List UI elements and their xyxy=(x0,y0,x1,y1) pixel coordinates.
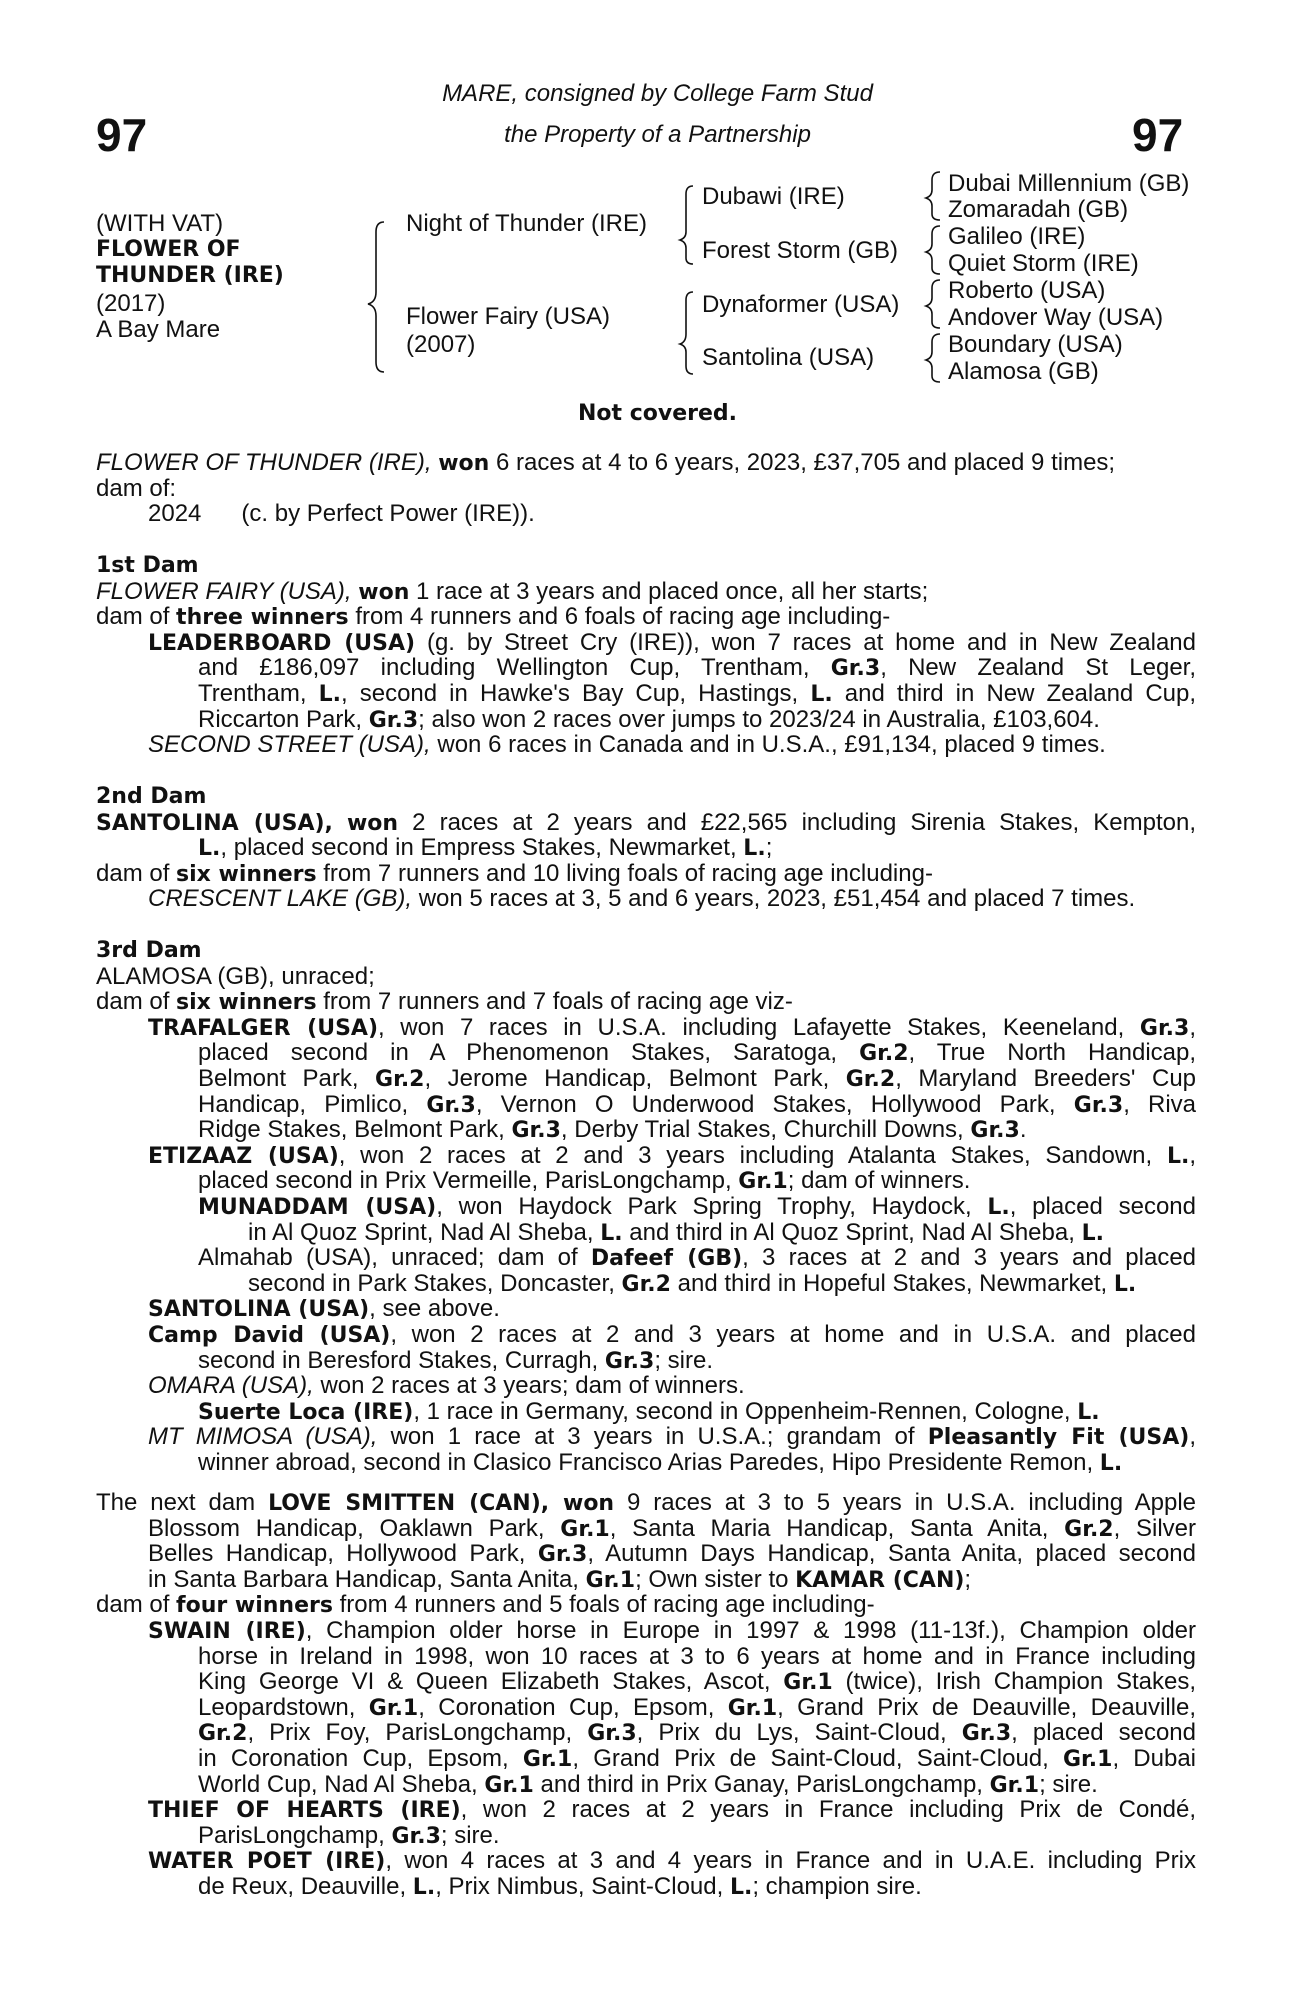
dss: Roberto (USA) xyxy=(948,277,1106,304)
horse-name-line1: FLOWER OF xyxy=(96,237,241,262)
horse-name-line2: THUNDER (IRE) xyxy=(96,263,284,288)
horse-year: (2017) xyxy=(96,290,166,317)
vat-note: (WITH VAT) xyxy=(96,210,224,237)
first-dam-section: 1st Dam FLOWER FAIRY (USA), won 1 race at 3 years and placed once, all her starts; dam of three winners from 4 runners and 6 foals of racing age including- LEADERBOARD (USA) (g. by Street Cry (IRE)), won 7 races at home and in New Zealand and £186,097 including Wellington Cup, Trentham, Gr.3, New Zealand St Leger, Trentham, L., second in Hawke's Bay Cup, Hastings, L. and third in New Zealand Cup, Riccarton Park, Gr.3; also won 2 races over jumps to 2023/24 in Australia, £103,604. SECOND STREET (USA), won 6 races in Canada and in U.S.A., £91,134, placed 9 times. xyxy=(96,553,1197,759)
ssd: Zomaradah (GB) xyxy=(948,196,1129,223)
sds: Galileo (IRE) xyxy=(948,223,1086,250)
lot-number-right: 97 xyxy=(1132,109,1184,161)
dsd: Andover Way (USA) xyxy=(948,304,1164,331)
first-dam-title: 1st Dam xyxy=(96,553,199,578)
sire-dam: Forest Storm (GB) xyxy=(702,237,899,264)
ddd: Alamosa (GB) xyxy=(948,358,1099,385)
horse-description: A Bay Mare xyxy=(96,316,221,343)
dam-sire: Dynaformer (USA) xyxy=(702,291,900,318)
lot-number-left: 97 xyxy=(96,109,148,161)
covered-status: Not covered. xyxy=(578,401,737,426)
dam-name: Flower Fairy (USA) xyxy=(406,303,611,330)
consignor-line: MARE, consigned by College Farm Stud xyxy=(442,80,873,107)
sss: Dubai Millennium (GB) xyxy=(948,170,1190,197)
third-dam-section: 3rd Dam ALAMOSA (GB), unraced; dam of six winners from 7 runners and 7 foals of racing age viz- TRAFALGER (USA), won 7 races in U.S.A. including Lafayette Stakes, Keeneland, Gr.3, placed second in A Phenomenon Stakes, Saratoga, Gr.2, True North Handicap, Belmont Park, Gr.2, Jerome Handicap, Belmont Park, Gr.2, Maryland Breeders' Cup Handicap, Pimlico, Gr.3, Vernon O Underwood Stakes, Hollywood Park, Gr.3, Riva Ridge Stakes, Belmont Park, Gr.3, Derby Trial Stakes, Churchill Downs, Gr.3. ETIZAAZ (USA), won 2 races at 2 and 3 years including Atalanta Stakes, Sandown, L., placed second in Prix Vermeille, ParisLongchamp, Gr.1; dam of winners. MUNADDAM (USA), won Haydock Park Spring Trophy, Haydock, L., placed second in Al Quoz Sprint, Nad Al Sheba, L. and third in Al Quoz Sprint, Nad Al Sheba, L. Almahab (USA), unraced; dam of Dafeef (GB), 3 races at 2 and 3 years and placed second in Park Stakes, Doncaster, Gr.2 and third in Hopeful Stakes, Newmarket, L. SANTOLINA (USA), see above. Camp David (USA), won 2 races at 2 and 3 years at home and in U.S.A. and placed second in Beresford Stakes, Curragh, Gr.3; sire. OMARA (USA), won 2 races at 3 years; dam of winners. Suerte Loca (IRE), 1 race in Germany, second in Oppenheim-Rennen, Cologne, L. MT MIMOSA (USA), won 1 race at 3 years in U.S.A.; grandam of Pleasantly Fit (USA), winner abroad, second in Clasico Francisco Arias Paredes, Hipo Presidente Remon, L. xyxy=(96,938,1197,1476)
second-dam-title: 2nd Dam xyxy=(96,784,207,809)
sire-sire: Dubawi (IRE) xyxy=(702,183,845,210)
property-line: the Property of a Partnership xyxy=(504,121,811,148)
intro-section: FLOWER OF THUNDER (IRE), won 6 races at 4 to 6 years, 2023, £37,705 and placed 9 times; dam of: 2024 (c. by Perfect Power (IRE)). xyxy=(96,449,1116,528)
sire-name: Night of Thunder (IRE) xyxy=(406,210,647,237)
next-dam-section: The next dam LOVE SMITTEN (CAN), won 9 races at 3 to 5 years in U.S.A. including Apple Blossom Handicap, Oaklawn Park, Gr.1, Santa Maria Handicap, Santa Anita, Gr.2, Silver Belles Handicap, Hollywood Park, Gr.3, Autumn Days Handicap, Santa Anita, placed second in Santa Barbara Handicap, Santa Anita, Gr.1; Own sister to KAMAR (CAN); dam of four winners from 4 runners and 5 foals of racing age including- SWAIN (IRE), Champion older horse in Europe in 1997 & 1998 (11-13f.), Champion older horse in Ireland in 1998, won 10 races at 3 to 6 years at home and in France including King George VI & Queen Elizabeth Stakes, Ascot, Gr.1 (twice), Irish Champion Stakes, Leopardstown, Gr.1, Coronation Cup, Epsom, Gr.1, Grand Prix de Deauville, Deauville, Gr.2, Prix Foy, ParisLongchamp, Gr.3, Prix du Lys, Saint-Cloud, Gr.3, placed second in Coronation Cup, Epsom, Gr.1, Grand Prix de Saint-Cloud, Saint-Cloud, Gr.1, Dubai World Cup, Nad Al Sheba, Gr.1 and third in Prix Ganay, ParisLongchamp, Gr.1; sire. THIEF OF HEARTS (IRE), won 2 races at 2 years in France including Prix de Condé, ParisLongchamp, Gr.3; sire. WATER POET (IRE), won 4 races at 3 and 4 years in France and in U.A.E. including Prix de Reux, Deauville, L., Prix Nimbus, Saint-Cloud, L.; champion sire. xyxy=(96,1489,1197,1900)
dam-dam: Santolina (USA) xyxy=(702,344,875,371)
dds: Boundary (USA) xyxy=(948,331,1123,358)
third-dam-title: 3rd Dam xyxy=(96,938,202,963)
sdd: Quiet Storm (IRE) xyxy=(948,250,1139,277)
second-dam-section: 2nd Dam SANTOLINA (USA), won 2 races at 2 years and £22,565 including Sirenia Stakes, Kempton, L., placed second in Empress Stakes, Newmarket, L.; dam of six winners from 7 runners and 10 living foals of racing age including- CRESCENT LAKE (GB), won 5 races at 3, 5 and 6 years, 2023, £51,454 and placed 7 times. xyxy=(96,784,1196,913)
dam-year: (2007) xyxy=(406,331,476,358)
